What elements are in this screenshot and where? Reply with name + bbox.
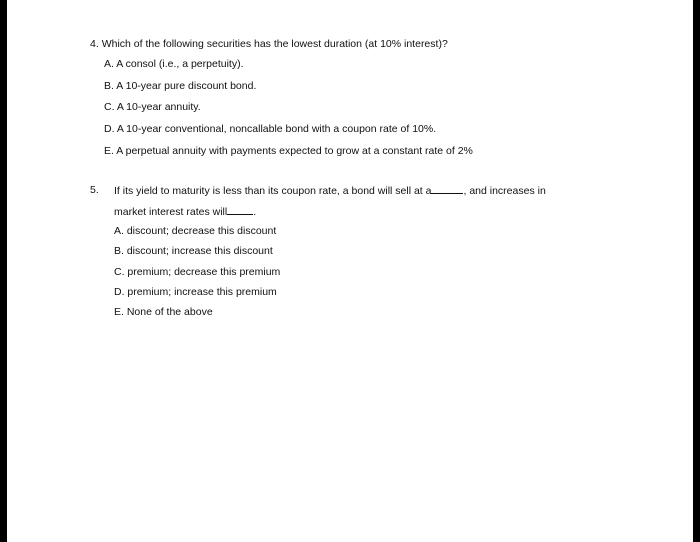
question-5-text-line-1 <box>114 184 546 198</box>
option-text: A consol (i.e., a perpetuity). <box>116 58 244 70</box>
option-letter: D. <box>104 123 115 135</box>
question-5-text-part-4: . <box>253 206 257 218</box>
question-4-text: Which of the following securities has the lowest duration (at 10% interest)? <box>101 38 448 50</box>
question-4-option-a <box>104 58 244 71</box>
question-5-option-a: A. discount; decrease this discount <box>114 225 277 237</box>
answer-blank-2 <box>227 205 253 215</box>
option-letter: E. <box>104 145 114 157</box>
option-text: A 10-year annuity. <box>116 101 201 113</box>
question-4-option-e <box>104 145 473 158</box>
question-5-option-d: D. premium; increase this premium <box>114 286 277 298</box>
question-5-number: 5. <box>90 184 99 196</box>
question-5-text-part-3: market interest rates will <box>114 206 228 218</box>
document-page <box>7 0 693 542</box>
question-5-text-part-2: , and increases in <box>463 185 546 197</box>
question-4 <box>90 38 448 51</box>
answer-blank-1 <box>431 184 463 194</box>
question-4-option-b <box>104 80 256 93</box>
option-text: A 10-year conventional, noncallable bond with a coupon rate of 10%. <box>116 123 437 135</box>
question-4-option-c <box>104 101 201 114</box>
question-5-text-part-1: If its yield to maturity is less than its coupon rate, a bond will sell at a <box>114 185 432 197</box>
option-text: A 10-year pure discount bond. <box>116 80 257 92</box>
option-letter: A. <box>104 58 114 70</box>
question-5-text-line-2 <box>114 205 256 219</box>
question-5-option-e: E. None of the above <box>114 306 213 318</box>
question-4-number: 4. <box>90 38 99 50</box>
option-letter: C. <box>104 101 115 113</box>
option-text: A perpetual annuity with payments expected to grow at a constant rate of 2% <box>116 145 473 157</box>
question-5-option-b: B. discount; increase this discount <box>114 245 273 257</box>
question-5-option-c: C. premium; decrease this premium <box>114 266 281 278</box>
option-letter: B. <box>104 80 114 92</box>
question-4-option-d <box>104 123 436 136</box>
